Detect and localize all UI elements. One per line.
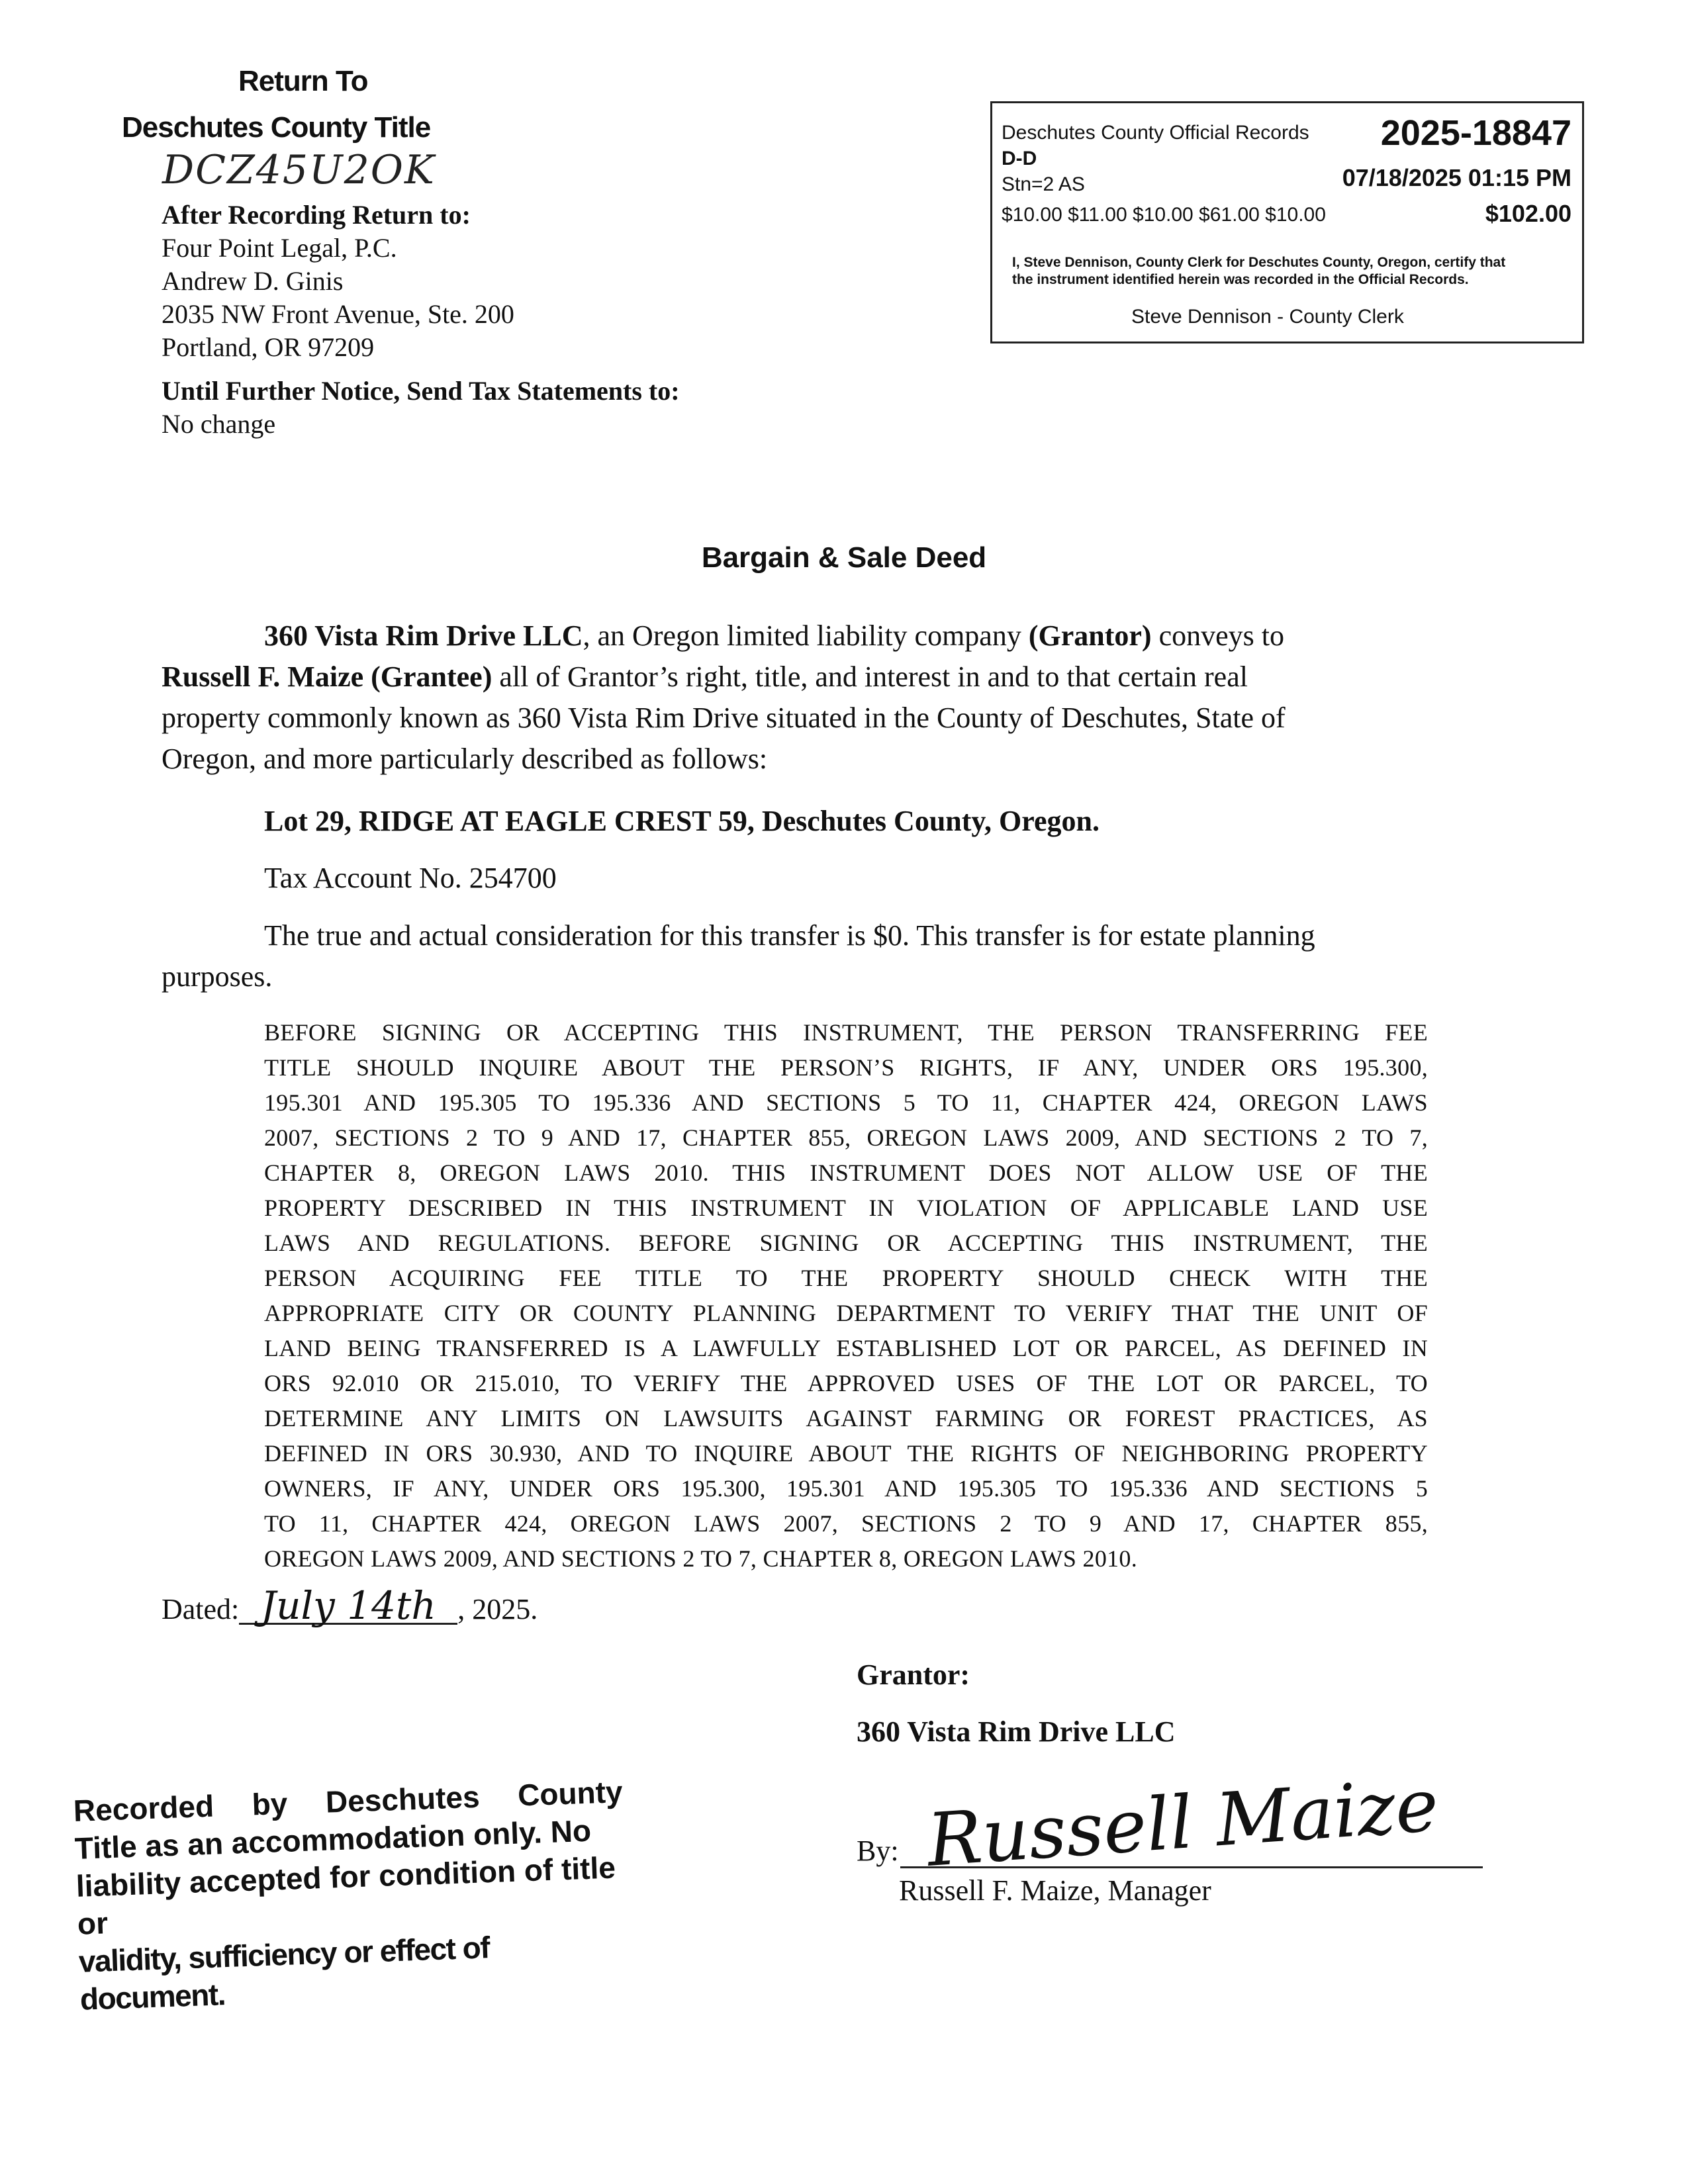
- recording-clerk: Steve Dennison - County Clerk: [1131, 306, 1404, 328]
- dated-year: , 2025.: [457, 1593, 538, 1625]
- statutory-line: LAWS AND REGULATIONS. BEFORE SIGNING OR ACCEPTING THIS INSTRUMENT, THE: [264, 1230, 1428, 1256]
- return-address-line: Andrew D. Ginis: [162, 266, 344, 296]
- conveyance-text: , an Oregon limited liability company: [583, 619, 1029, 652]
- document-title: Bargain & Sale Deed: [701, 541, 987, 574]
- statutory-line: OREGON LAWS 2009, AND SECTIONS 2 TO 7, CHAPTER 8, OREGON LAWS 2010.: [264, 1545, 1138, 1572]
- handwritten-signature: Russell Maize: [924, 1762, 1441, 1883]
- statutory-line: APPROPRIATE CITY OR COUNTY PLANNING DEPARTMENT TO VERIFY THAT THE UNIT OF: [264, 1300, 1428, 1326]
- statutory-line: LAND BEING TRANSFERRED IS A LAWFULLY ESTABLISHED LOT OR PARCEL, AS DEFINED IN: [264, 1335, 1428, 1361]
- dated-line: [162, 1583, 538, 1630]
- return-address-line: Portland, OR 97209: [162, 332, 375, 362]
- statutory-line: PROPERTY DESCRIBED IN THIS INSTRUMENT IN VIOLATION OF APPLICABLE LAND USE: [264, 1195, 1428, 1221]
- consideration-text: purposes.: [162, 960, 273, 993]
- tax-account: Tax Account No. 254700: [264, 862, 557, 894]
- statutory-line: TITLE SHOULD INQUIRE ABOUT THE PERSON’S RIGHTS, IF ANY, UNDER ORS 195.300,: [264, 1054, 1428, 1081]
- stamp-title-company: Deschutes County Title: [122, 111, 431, 144]
- grantor-name: 360 Vista Rim Drive LLC: [264, 619, 583, 652]
- conveyance-text: Oregon, and more particularly described as follows:: [162, 743, 768, 775]
- recording-number: 2025-18847: [1380, 113, 1571, 153]
- conveyance-text: conveys to: [1151, 619, 1284, 652]
- disclaimer-line: liability accepted for condition of title or: [75, 1850, 616, 1941]
- statutory-line: BEFORE SIGNING OR ACCEPTING THIS INSTRUMENT, THE PERSON TRANSFERRING FEE: [264, 1019, 1428, 1046]
- tax-statement-value: No change: [162, 409, 276, 439]
- statutory-line: OWNERS, IF ANY, UNDER ORS 195.300, 195.301 AND 195.305 TO 195.336 AND SECTIONS 5: [264, 1475, 1428, 1502]
- handwritten-order-number: DCZ45U2OK: [162, 147, 436, 193]
- recording-fees: $10.00 $11.00 $10.00 $61.00 $10.00: [1002, 204, 1326, 226]
- tax-statement-block: [162, 375, 680, 441]
- recording-box: [990, 101, 1584, 343]
- recording-total: $102.00: [1485, 200, 1571, 227]
- return-address-heading: After Recording Return to:: [162, 200, 471, 230]
- statutory-notice: [264, 1015, 1428, 1576]
- statutory-line: CHAPTER 8, OREGON LAWS 2010. THIS INSTRUMENT DOES NOT ALLOW USE OF THE: [264, 1160, 1428, 1186]
- conveyance-text: property commonly known as 360 Vista Rim Drive situated in the County of Deschutes, State of: [162, 702, 1286, 734]
- conveyance-paragraph: [162, 615, 1525, 780]
- statutory-line: 195.301 AND 195.305 TO 195.336 AND SECTIONS 5 TO 11, CHAPTER 424, OREGON LAWS: [264, 1089, 1428, 1116]
- grantor-signature-label: Grantor:: [857, 1659, 970, 1691]
- statutory-line: PERSON ACQUIRING FEE TITLE TO THE PROPERTY SHOULD CHECK WITH THE: [264, 1265, 1428, 1291]
- stamp-return-to: Return To: [238, 65, 368, 97]
- statutory-line: 2007, SECTIONS 2 TO 9 AND 17, CHAPTER 855, OREGON LAWS 2009, AND SECTIONS 2 TO 7,: [264, 1124, 1428, 1151]
- dated-handwritten: July 14th: [239, 1588, 457, 1625]
- consideration-paragraph: [162, 915, 1525, 997]
- disclaimer-line: Title as an accommodation only. No: [74, 1813, 592, 1866]
- conveyance-text: all of Grantor’s right, title, and interest in and to that certain real: [492, 660, 1248, 693]
- signer-name: Russell F. Maize, Manager: [899, 1874, 1211, 1907]
- disclaimer-line: validity, sufficiency or effect of document.: [78, 1930, 490, 2017]
- statutory-line: TO 11, CHAPTER 424, OREGON LAWS 2007, SECTIONS 2 TO 9 AND 17, CHAPTER 855,: [264, 1510, 1428, 1537]
- return-address-line: 2035 NW Front Avenue, Ste. 200: [162, 299, 514, 329]
- recording-datetime: 07/18/2025 01:15 PM: [1342, 164, 1571, 191]
- by-label: By:: [857, 1835, 899, 1867]
- tax-statement-heading: Until Further Notice, Send Tax Statements to:: [162, 376, 680, 406]
- statutory-line: DETERMINE ANY LIMITS ON LAWSUITS AGAINST FARMING OR FOREST PRACTICES, AS: [264, 1405, 1428, 1432]
- return-address-block: [162, 199, 514, 364]
- grantee-name: Russell F. Maize: [162, 660, 364, 693]
- grantor-label: (Grantor): [1028, 619, 1152, 652]
- consideration-text: The true and actual consideration for this transfer is $0. This transfer is for estate planning: [264, 919, 1315, 952]
- return-address-line: Four Point Legal, P.C.: [162, 233, 397, 263]
- disclaimer-line: Recorded by Deschutes County: [73, 1774, 624, 1828]
- dated-label: Dated:: [162, 1593, 240, 1625]
- recorder-disclaimer-stamp: [73, 1773, 630, 2019]
- recording-station: Stn=2 AS: [1002, 173, 1085, 195]
- statutory-line: ORS 92.010 OR 215.010, TO VERIFY THE APPROVED USES OF THE LOT OR PARCEL, TO: [264, 1370, 1428, 1396]
- statutory-line: DEFINED IN ORS 30.930, AND TO INQUIRE ABOUT THE RIGHTS OF NEIGHBORING PROPERTY: [264, 1440, 1428, 1467]
- recording-certification: I, Steve Dennison, County Clerk for Deschutes County, Oregon, certify that the instrument identified herein was recorded in the Official Records.: [1012, 255, 1506, 287]
- grantee-label: (Grantee): [371, 660, 492, 693]
- grantor-entity: 360 Vista Rim Drive LLC: [857, 1715, 1176, 1748]
- recording-type: D-D: [1002, 148, 1037, 169]
- recording-office: Deschutes County Official Records: [1002, 122, 1309, 144]
- legal-description: Lot 29, RIDGE AT EAGLE CREST 59, Deschutes County, Oregon.: [264, 805, 1100, 837]
